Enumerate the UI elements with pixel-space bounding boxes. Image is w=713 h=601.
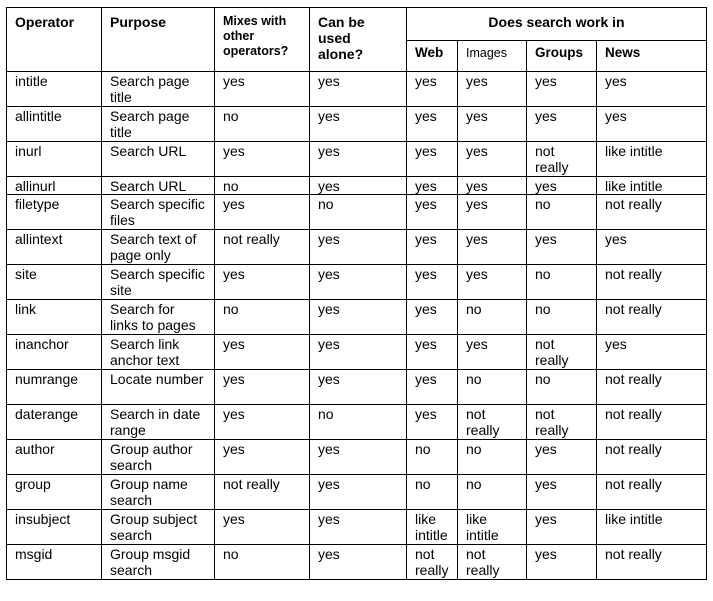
cell-op: author: [7, 440, 102, 475]
cell-images: no: [458, 475, 527, 510]
cell-images: not really: [458, 405, 527, 440]
cell-alone: yes: [310, 475, 407, 510]
cell-images: yes: [458, 177, 527, 195]
cell-images: yes: [458, 265, 527, 300]
cell-news: yes: [597, 72, 707, 107]
cell-alone: yes: [310, 142, 407, 177]
cell-images: no: [458, 370, 527, 405]
table-row: [7, 72, 707, 107]
cell-purpose: Search for links to pages: [102, 300, 215, 335]
table-row: [7, 510, 707, 545]
cell-op: daterange: [7, 405, 102, 440]
cell-groups: no: [527, 370, 597, 405]
cell-op: filetype: [7, 195, 102, 230]
cell-purpose: Search specific files: [102, 195, 215, 230]
cell-op: link: [7, 300, 102, 335]
cell-alone: yes: [310, 370, 407, 405]
cell-alone: no: [310, 405, 407, 440]
table-row: [7, 370, 707, 405]
cell-op: inurl: [7, 142, 102, 177]
table-row: [7, 265, 707, 300]
cell-alone: yes: [310, 335, 407, 370]
cell-groups: yes: [527, 545, 597, 580]
cell-groups: yes: [527, 177, 597, 195]
cell-op: inanchor: [7, 335, 102, 370]
header-web: Web: [407, 41, 458, 72]
cell-op: msgid: [7, 545, 102, 580]
cell-purpose: Search specific site: [102, 265, 215, 300]
cell-groups: no: [527, 265, 597, 300]
cell-alone: yes: [310, 440, 407, 475]
cell-alone: yes: [310, 177, 407, 195]
cell-web: yes: [407, 265, 458, 300]
table-row: [7, 335, 707, 370]
cell-web: yes: [407, 107, 458, 142]
header-works-in: Does search work in: [407, 8, 707, 41]
cell-mixes: yes: [215, 370, 310, 405]
cell-alone: yes: [310, 545, 407, 580]
cell-purpose: Search link anchor text: [102, 335, 215, 370]
cell-alone: yes: [310, 107, 407, 142]
header-mixes: Mixes with other operators?: [215, 8, 310, 72]
cell-groups: yes: [527, 510, 597, 545]
cell-web: no: [407, 475, 458, 510]
table-row: [7, 300, 707, 335]
cell-groups: not really: [527, 142, 597, 177]
cell-web: no: [407, 440, 458, 475]
cell-alone: no: [310, 195, 407, 230]
cell-news: not really: [597, 265, 707, 300]
cell-groups: yes: [527, 440, 597, 475]
cell-mixes: no: [215, 177, 310, 195]
cell-purpose: Search URL: [102, 177, 215, 195]
cell-mixes: yes: [215, 440, 310, 475]
cell-mixes: yes: [215, 405, 310, 440]
cell-purpose: Locate number: [102, 370, 215, 405]
cell-mixes: yes: [215, 195, 310, 230]
cell-op: insubject: [7, 510, 102, 545]
header-purpose: Purpose: [102, 8, 215, 72]
cell-alone: yes: [310, 230, 407, 265]
table-row: [7, 177, 707, 195]
table-row: [7, 475, 707, 510]
cell-groups: yes: [527, 230, 597, 265]
cell-op: allintitle: [7, 107, 102, 142]
cell-op: allinurl: [7, 177, 102, 195]
cell-groups: yes: [527, 475, 597, 510]
cell-web: yes: [407, 335, 458, 370]
cell-op: intitle: [7, 72, 102, 107]
cell-groups: not really: [527, 335, 597, 370]
cell-images: like intitle: [458, 510, 527, 545]
table-row: [7, 545, 707, 580]
table-body: [7, 72, 707, 580]
cell-mixes: yes: [215, 335, 310, 370]
cell-mixes: yes: [215, 510, 310, 545]
cell-web: yes: [407, 300, 458, 335]
cell-groups: no: [527, 195, 597, 230]
cell-mixes: yes: [215, 265, 310, 300]
cell-purpose: Search page title: [102, 107, 215, 142]
cell-news: yes: [597, 335, 707, 370]
cell-images: yes: [458, 142, 527, 177]
cell-mixes: no: [215, 300, 310, 335]
cell-mixes: not really: [215, 230, 310, 265]
cell-news: like intitle: [597, 510, 707, 545]
cell-alone: yes: [310, 300, 407, 335]
cell-news: not really: [597, 545, 707, 580]
table-row: [7, 405, 707, 440]
table-row: [7, 107, 707, 142]
cell-news: not really: [597, 405, 707, 440]
cell-web: like intitle: [407, 510, 458, 545]
header-news: News: [597, 41, 707, 72]
cell-alone: yes: [310, 265, 407, 300]
cell-images: yes: [458, 230, 527, 265]
cell-web: yes: [407, 230, 458, 265]
cell-images: yes: [458, 72, 527, 107]
cell-web: yes: [407, 177, 458, 195]
cell-web: yes: [407, 370, 458, 405]
cell-news: like intitle: [597, 177, 707, 195]
cell-groups: yes: [527, 107, 597, 142]
cell-images: not really: [458, 545, 527, 580]
cell-purpose: Group msgid search: [102, 545, 215, 580]
cell-groups: yes: [527, 72, 597, 107]
cell-news: not really: [597, 370, 707, 405]
cell-op: allintext: [7, 230, 102, 265]
cell-mixes: yes: [215, 142, 310, 177]
cell-purpose: Group subject search: [102, 510, 215, 545]
header-groups: Groups: [527, 41, 597, 72]
cell-images: yes: [458, 107, 527, 142]
cell-news: yes: [597, 230, 707, 265]
cell-mixes: yes: [215, 72, 310, 107]
cell-mixes: not really: [215, 475, 310, 510]
cell-web: yes: [407, 142, 458, 177]
cell-images: yes: [458, 335, 527, 370]
cell-web: yes: [407, 405, 458, 440]
table-row: [7, 142, 707, 177]
cell-purpose: Group name search: [102, 475, 215, 510]
header-row-main: [7, 8, 707, 41]
cell-images: yes: [458, 195, 527, 230]
header-images: Images: [458, 41, 527, 72]
table-row: [7, 440, 707, 475]
cell-news: not really: [597, 475, 707, 510]
cell-news: yes: [597, 107, 707, 142]
cell-purpose: Search text of page only: [102, 230, 215, 265]
cell-images: no: [458, 440, 527, 475]
cell-op: site: [7, 265, 102, 300]
cell-alone: yes: [310, 510, 407, 545]
cell-web: not really: [407, 545, 458, 580]
cell-op: group: [7, 475, 102, 510]
cell-news: not really: [597, 300, 707, 335]
cell-web: yes: [407, 195, 458, 230]
cell-mixes: no: [215, 107, 310, 142]
cell-news: like intitle: [597, 142, 707, 177]
cell-groups: not really: [527, 405, 597, 440]
cell-news: not really: [597, 440, 707, 475]
cell-purpose: Search URL: [102, 142, 215, 177]
cell-purpose: Search page title: [102, 72, 215, 107]
cell-alone: yes: [310, 72, 407, 107]
table-row: [7, 230, 707, 265]
header-alone: Can be used alone?: [310, 8, 407, 72]
table-row: [7, 195, 707, 230]
header-operator: Operator: [7, 8, 102, 72]
cell-mixes: no: [215, 545, 310, 580]
cell-images: no: [458, 300, 527, 335]
operators-table-wrapper: [6, 7, 707, 580]
cell-purpose: Search in date range: [102, 405, 215, 440]
cell-groups: no: [527, 300, 597, 335]
cell-news: not really: [597, 195, 707, 230]
cell-web: yes: [407, 72, 458, 107]
search-operators-table: [6, 7, 707, 580]
cell-purpose: Group author search: [102, 440, 215, 475]
cell-op: numrange: [7, 370, 102, 405]
